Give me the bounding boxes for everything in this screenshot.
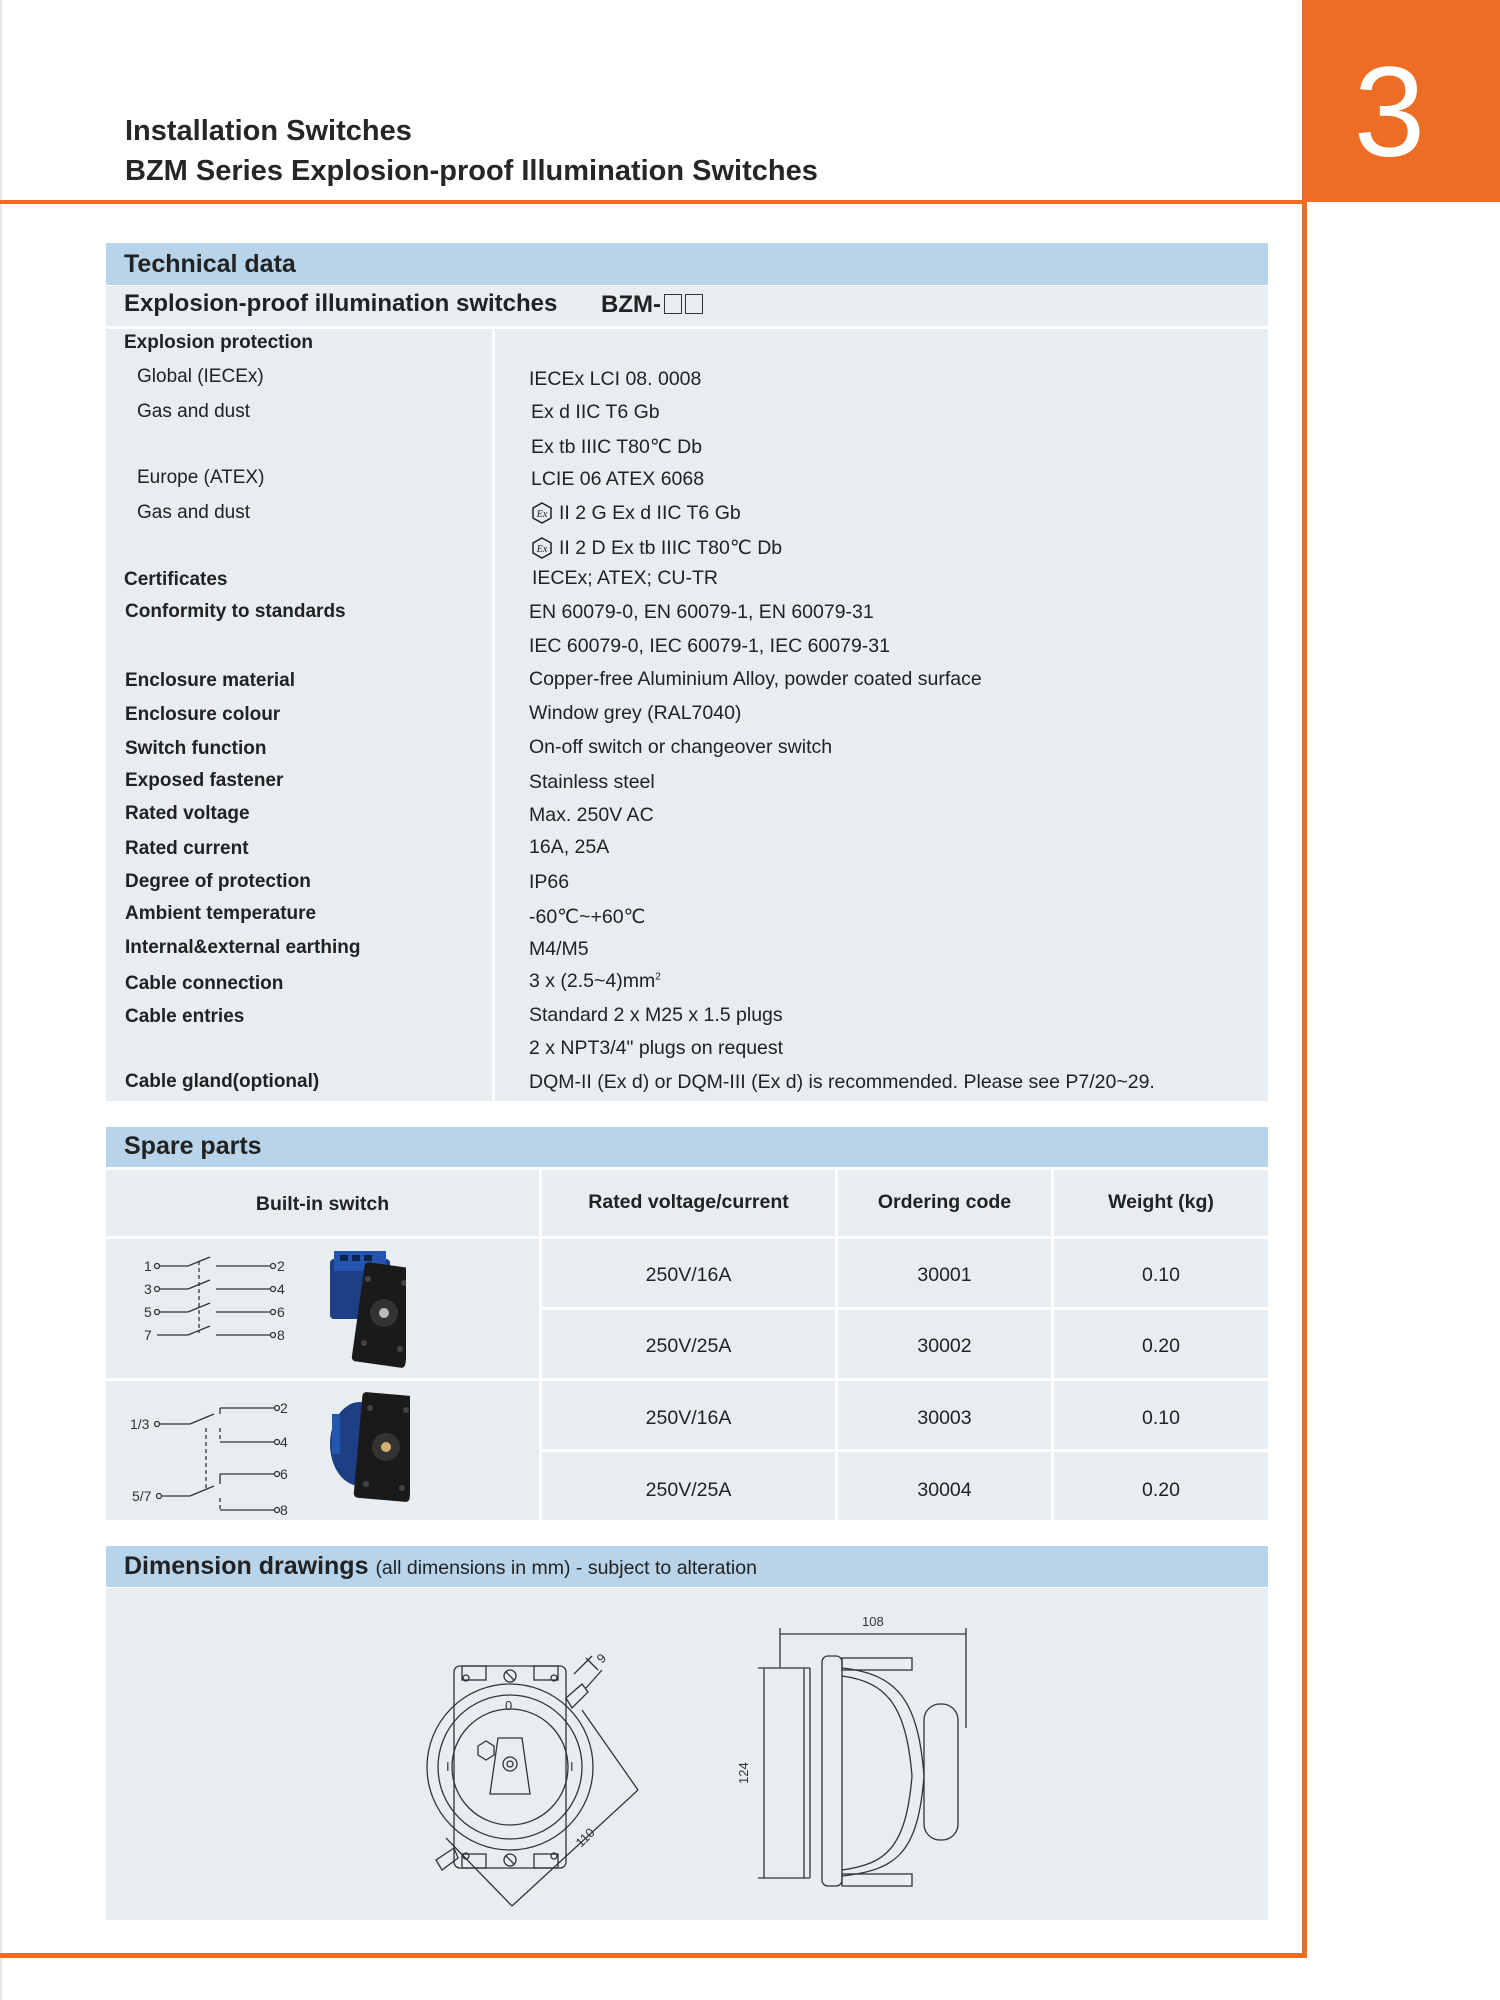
dimension-label: 9 bbox=[593, 1650, 610, 1667]
code-placeholder-box bbox=[685, 294, 703, 314]
value-earthing: M4/M5 bbox=[529, 938, 589, 960]
dimension-drawings-title-text: Dimension drawings bbox=[124, 1552, 369, 1580]
dimension-drawings-panel bbox=[106, 1588, 1268, 1920]
value-degree-protection: IP66 bbox=[529, 871, 570, 893]
label-cable-gland: Cable gland(optional) bbox=[125, 1071, 320, 1092]
value-enclosure-material: Copper-free Aluminium Alloy, powder coated surface bbox=[529, 668, 982, 690]
value-rated-voltage: Max. 250V AC bbox=[529, 804, 654, 826]
value-cable-entries-2: 2 x NPT3/4" plugs on request bbox=[529, 1037, 784, 1059]
terminal-label: 2 bbox=[277, 1258, 285, 1274]
value-cable-gland: DQM-II (Ex d) or DQM-III (Ex d) is recommended. Please see P7/20~29. bbox=[529, 1071, 1155, 1093]
header-rule bbox=[0, 200, 1306, 204]
column-header-switch: Built-in switch bbox=[255, 1193, 390, 1215]
label-gas-dust-2: Gas and dust bbox=[137, 502, 251, 523]
label-degree-protection: Degree of protection bbox=[125, 871, 311, 892]
dimension-label: 0 bbox=[505, 1698, 513, 1713]
label-cable-entries: Cable entries bbox=[125, 1006, 245, 1027]
wiring-diagram-onoff bbox=[126, 1248, 406, 1368]
label-certificates: Certificates bbox=[124, 569, 228, 590]
row-3-weight: 0.10 bbox=[1142, 1407, 1180, 1429]
value-europe: LCIE 06 ATEX 6068 bbox=[531, 468, 705, 490]
table-divider bbox=[106, 1236, 1268, 1239]
row-1-rating: 250V/16A bbox=[645, 1264, 732, 1286]
value-cable-connection bbox=[529, 970, 661, 993]
value-ambient-temperature: -60℃~+60℃ bbox=[529, 906, 646, 928]
label-conformity: Conformity to standards bbox=[125, 601, 346, 622]
value-cable-connection-text: 3 x (2.5~4)mm bbox=[529, 970, 656, 992]
label-earthing: Internal&external earthing bbox=[125, 937, 361, 958]
svg-text:Ex: Ex bbox=[536, 509, 548, 520]
page-left-border bbox=[0, 0, 2, 2000]
value-gas-dust-1a: Ex d IIC T6 Gb bbox=[531, 401, 660, 423]
label-exposed-fastener: Exposed fastener bbox=[125, 770, 284, 791]
product-label: Explosion-proof illumination switches bbox=[124, 290, 558, 317]
terminal-label: 4 bbox=[280, 1434, 288, 1450]
terminal-label: 8 bbox=[277, 1327, 285, 1343]
dimension-label: I bbox=[570, 1759, 574, 1774]
label-rated-current: Rated current bbox=[125, 838, 249, 859]
row-4-rating: 250V/25A bbox=[645, 1479, 732, 1501]
label-cable-connection: Cable connection bbox=[125, 973, 284, 994]
value-gas-dust-2b bbox=[531, 536, 782, 560]
value-switch-function: On-off switch or changeover switch bbox=[529, 736, 833, 758]
switch-photo bbox=[330, 1392, 410, 1502]
switch-photo bbox=[330, 1251, 406, 1368]
page-title-category: Installation Switches bbox=[125, 115, 412, 147]
value-gas-dust-2b-text: II 2 D Ex tb IIIC T80℃ Db bbox=[559, 537, 783, 559]
row-3-rating: 250V/16A bbox=[645, 1407, 732, 1429]
value-gas-dust-2a-text: II 2 G Ex d IIC T6 Gb bbox=[559, 502, 741, 524]
terminal-label: 6 bbox=[280, 1466, 288, 1482]
value-conformity-1: EN 60079-0, EN 60079-1, EN 60079-31 bbox=[529, 601, 874, 623]
dimension-drawings-note: (all dimensions in mm) - subject to alteration bbox=[375, 1557, 757, 1579]
terminal-label: 1/3 bbox=[130, 1416, 150, 1432]
side-view-drawing bbox=[726, 1608, 1086, 1908]
row-2-weight: 0.20 bbox=[1142, 1335, 1180, 1357]
label-ambient-temperature: Ambient temperature bbox=[125, 903, 317, 924]
column-header-rating: Rated voltage/current bbox=[588, 1191, 789, 1213]
bottom-rule bbox=[0, 1953, 1307, 1958]
value-cable-entries-1: Standard 2 x M25 x 1.5 plugs bbox=[529, 1004, 783, 1026]
value-rated-current: 16A, 25A bbox=[529, 836, 610, 858]
technical-data-header bbox=[106, 243, 1268, 285]
spare-parts-title: Spare parts bbox=[124, 1132, 262, 1160]
row-1-code: 30001 bbox=[917, 1264, 972, 1286]
product-code bbox=[601, 291, 703, 319]
value-certificates: IECEx; ATEX; CU-TR bbox=[532, 567, 718, 589]
terminal-label: 5/7 bbox=[132, 1488, 152, 1504]
technical-data-title: Technical data bbox=[124, 250, 296, 278]
terminal-label: 3 bbox=[144, 1281, 152, 1297]
row-4-weight: 0.20 bbox=[1142, 1479, 1180, 1501]
value-enclosure-colour: Window grey (RAL7040) bbox=[529, 702, 742, 724]
value-gas-dust-1b: Ex tb IIIC T80℃ Db bbox=[531, 436, 703, 458]
dimension-label: I bbox=[446, 1759, 450, 1774]
dimension-label: 108 bbox=[862, 1614, 884, 1629]
terminal-label: 2 bbox=[280, 1400, 288, 1416]
row-3-code: 30003 bbox=[917, 1407, 972, 1429]
table-divider bbox=[106, 1378, 1268, 1381]
technical-data-divider bbox=[492, 329, 495, 1101]
column-header-weight: Weight (kg) bbox=[1108, 1191, 1214, 1213]
label-switch-function: Switch function bbox=[125, 738, 267, 759]
label-rated-voltage: Rated voltage bbox=[125, 803, 250, 824]
label-europe: Europe (ATEX) bbox=[137, 467, 265, 488]
terminal-label: 4 bbox=[277, 1281, 285, 1297]
dimension-drawings-header bbox=[106, 1546, 1268, 1587]
spare-parts-header bbox=[106, 1127, 1268, 1167]
row-2-rating: 250V/25A bbox=[645, 1335, 732, 1357]
product-code-text: BZM- bbox=[601, 291, 661, 318]
dimension-label: 124 bbox=[736, 1762, 751, 1784]
ex-hexagon-icon bbox=[531, 502, 553, 524]
row-2-code: 30002 bbox=[917, 1335, 972, 1357]
value-conformity-2: IEC 60079-0, IEC 60079-1, IEC 60079-31 bbox=[529, 635, 890, 657]
right-rule bbox=[1302, 200, 1307, 1958]
label-enclosure-material: Enclosure material bbox=[125, 670, 296, 691]
wiring-diagram-changeover bbox=[120, 1388, 410, 1516]
svg-text:Ex: Ex bbox=[536, 544, 548, 555]
label-explosion-protection: Explosion protection bbox=[124, 332, 313, 353]
terminal-label: 8 bbox=[280, 1502, 288, 1516]
table-divider bbox=[542, 1449, 1268, 1452]
front-view-drawing bbox=[406, 1638, 726, 1918]
value-global: IECEx LCI 08. 0008 bbox=[529, 368, 702, 390]
row-4-code: 30004 bbox=[917, 1479, 972, 1501]
product-row bbox=[106, 286, 1268, 329]
table-divider bbox=[542, 1307, 1268, 1310]
terminal-label: 5 bbox=[144, 1304, 152, 1320]
dimension-drawings-title bbox=[124, 1552, 757, 1581]
column-header-code: Ordering code bbox=[877, 1191, 1012, 1213]
value-cable-connection-sup: 2 bbox=[655, 971, 661, 983]
terminal-label: 1 bbox=[144, 1258, 152, 1274]
label-gas-dust-1: Gas and dust bbox=[137, 401, 251, 422]
label-global: Global (IECEx) bbox=[137, 366, 264, 387]
terminal-label: 7 bbox=[144, 1327, 152, 1343]
row-1-weight: 0.10 bbox=[1142, 1264, 1180, 1286]
ex-hexagon-icon bbox=[531, 537, 553, 559]
code-placeholder-box bbox=[664, 294, 682, 314]
value-gas-dust-2a bbox=[531, 502, 741, 525]
value-exposed-fastener: Stainless steel bbox=[529, 771, 655, 793]
page-title-product: BZM Series Explosion-proof Illumination Switches bbox=[125, 155, 818, 187]
chapter-number: 3 bbox=[1353, 41, 1426, 184]
dimension-label: 110 bbox=[572, 1824, 598, 1851]
label-enclosure-colour: Enclosure colour bbox=[125, 704, 281, 725]
spare-parts-table bbox=[106, 1170, 1268, 1520]
terminal-label: 6 bbox=[277, 1304, 285, 1320]
